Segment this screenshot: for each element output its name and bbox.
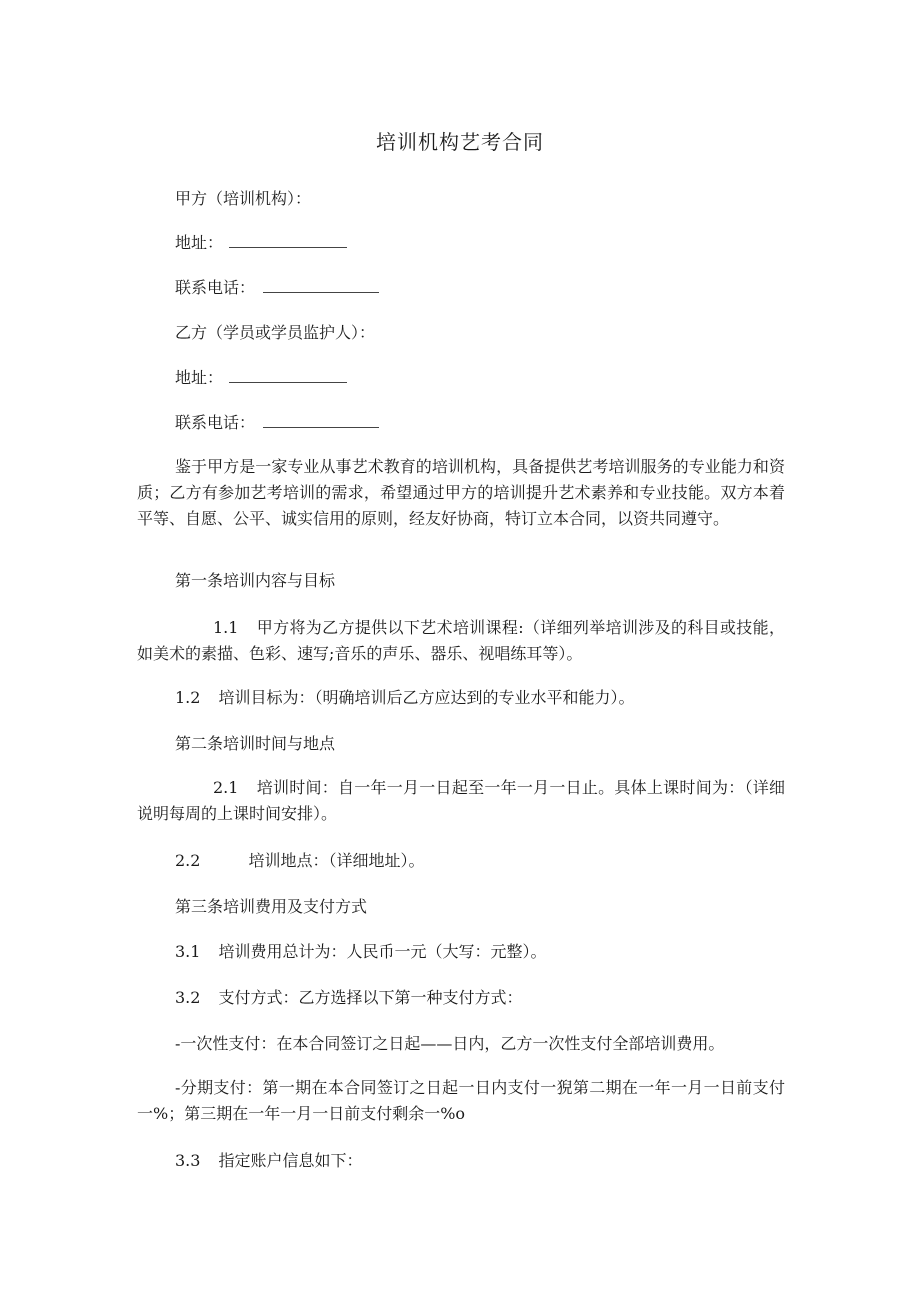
- clause-number: 3.2: [175, 988, 201, 1007]
- clause-number: 1.1: [213, 618, 239, 637]
- clause-number: 3.3: [175, 1151, 201, 1170]
- clause-text: 甲方将为乙方提供以下艺术培训课程:（详细列举培训涉及的科目或技能，如美术的素描、色彩、速写;音乐的声乐、器乐、视唱练耳等）。: [137, 618, 785, 663]
- party-b-address: [175, 367, 347, 389]
- article2-heading: 第二条培训时间与地点: [175, 734, 336, 753]
- party-a-address-label: 地址：: [175, 233, 224, 252]
- clause-2-1: [137, 775, 785, 827]
- party-a-phone-label: 联系电话：: [175, 278, 256, 297]
- clause-number: 2.1: [213, 778, 239, 797]
- clause-1-2: [175, 687, 634, 709]
- clause-3-2: [175, 987, 522, 1009]
- party-b-label: 乙方（学员或学员监护人）：: [175, 323, 376, 342]
- clause-number: 3.1: [175, 942, 201, 961]
- party-b-phone-label: 联系电话：: [175, 413, 256, 432]
- clause-3-1: [175, 941, 546, 963]
- party-b-address-label: 地址：: [175, 368, 224, 387]
- party-a-address: [175, 232, 347, 254]
- clause-2-2: [175, 850, 424, 872]
- preamble-paragraph: 鉴于甲方是一家专业从事艺术教育的培训机构，具备提供艺考培训服务的专业能力和资质；乙方有参加艺考培训的需求，希望通过甲方的培训提升艺术素养和专业技能。双方本着平等、自愿、公平、诚实信用的原则，经友好协商，特订立本合同，以资共同遵守。: [137, 457, 785, 528]
- party-b-address-blank: [229, 368, 347, 383]
- clause-number: 2.2: [175, 851, 201, 870]
- clause-1-1: [137, 615, 785, 667]
- clause-number: 1.2: [175, 688, 201, 707]
- payment-option-lump-sum: -一次性支付：在本合同签订之日起——日内，乙方一次性支付全部培训费用。: [175, 1034, 725, 1053]
- clause-text: 培训费用总计为：人民币一元（大写：元整）。: [218, 942, 547, 961]
- article3-heading: 第三条培训费用及支付方式: [175, 897, 368, 916]
- clause-text: 培训地点：（详细地址）。: [248, 851, 425, 870]
- party-a-phone: [175, 277, 379, 299]
- clause-text: 指定账户信息如下：: [218, 1151, 363, 1170]
- party-b-phone: [175, 412, 379, 434]
- payment-option-installment: -分期支付：第一期在本合同签订之日起一日内支付一猊第二期在一年一月一日前支付一%；第三期在一年一月一日前支付剩余一%o: [137, 1078, 785, 1123]
- party-b-phone-blank: [263, 413, 379, 428]
- clause-text: 培训目标为：（明确培训后乙方应达到的专业水平和能力）。: [218, 688, 635, 707]
- clause-text: 支付方式：乙方选择以下第一种支付方式：: [218, 988, 523, 1007]
- article1-heading: 第一条培训内容与目标: [175, 571, 336, 590]
- party-a-phone-blank: [263, 278, 379, 293]
- party-a-address-blank: [229, 233, 347, 248]
- clause-text: 培训时间：自一年一月一日起至一年一月一日止。具体上课时间为：（详细说明每周的上课时间安排）。: [137, 778, 785, 823]
- party-a-label: 甲方（培训机构）：: [175, 189, 312, 208]
- clause-3-3: [175, 1150, 362, 1172]
- document-title: 培训机构艺考合同: [376, 130, 544, 154]
